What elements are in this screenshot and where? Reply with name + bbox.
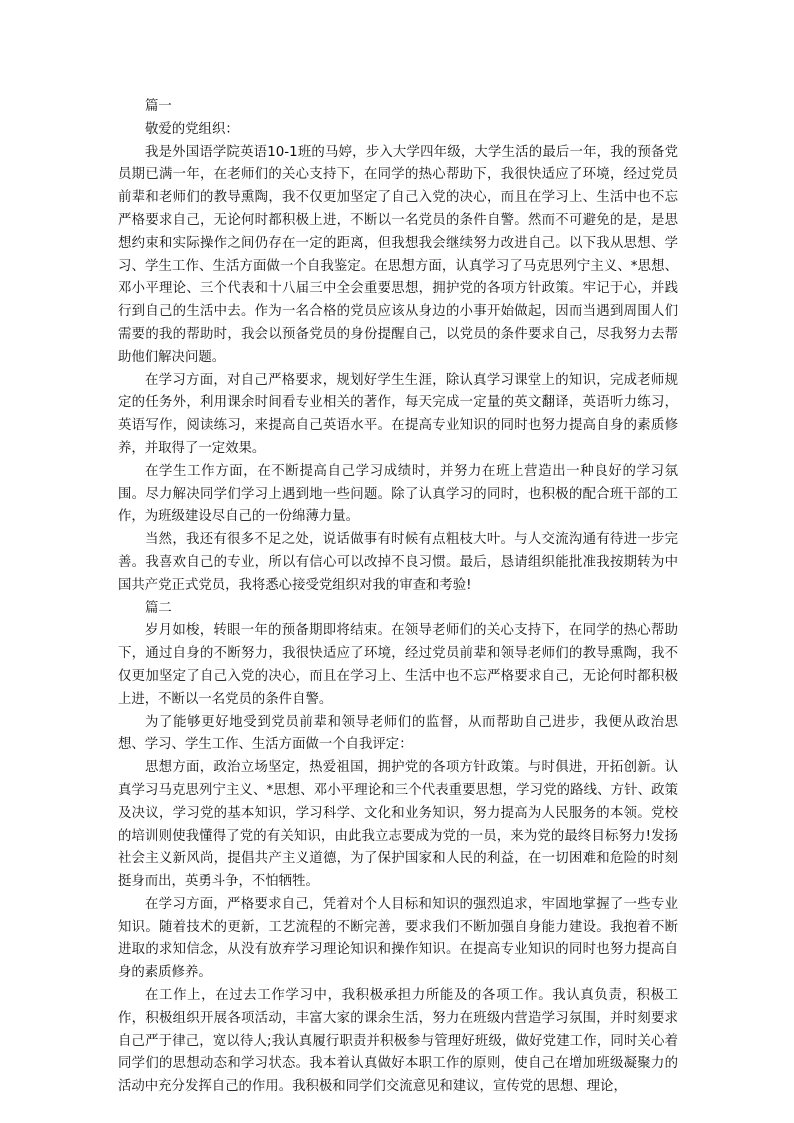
paragraph: 思想方面，政治立场坚定，热爱祖国，拥护党的各项方针政策。与时俱进，开拓创新。认真学习马克思列宁主义、*思想、邓小平理论和三个代表重要思想，学习党的路线、方针、政策及决议，学习党的基本知识，学习科学、文化和业务知识，努力提高为人民服务的本领。党校的培训则使我懂得了党的有关知识，由此我立志要成为党的一员，来为党的最终目标努力!发扬社会主义新风尚，提倡共产主义道德，为了保护国家和人民的利益，在一切困难和危险的时刻挺身而出，英勇斗争，不怕牺牲。 <box>118 760 678 890</box>
paragraph: 在工作上，在过去工作学习中，我积极承担力所能及的各项工作。我认真负责，积极工作，积极组织开展各项活动，丰富大家的课余生活，努力在班级内营造学习氛围，并时刻要求自己严于律己，宽以待人;我认真履行职责并积极参与管理好班级，做好党建工作，同时关心着同学们的思想动态和学习状态。我本着认真做好本职工作的原则，使自己在增加班级凝聚力的活动中充分发挥自己的作用。我积极和同学们交流意见和建议，宣传党的思想、理论， <box>118 988 678 1095</box>
paragraph: 为了能够更好地受到党员前辈和领导老师们的监督，从而帮助自己进步，我便从政治思想、学习、学生工作、生活方面做一个自我评定： <box>118 714 678 753</box>
salutation: 敬爱的党组织： <box>145 121 239 137</box>
document-body <box>118 96 678 1099</box>
section-heading: 篇二 <box>145 600 172 616</box>
paragraph: 在学习方面，对自己严格要求，规划好学生生涯，除认真学习课堂上的知识，完成老师规定的任务外，利用课余时间看专业相关的著作，每天完成一定量的英文翻译，英语听力练习，英语写作，阅读练习，来提高自己英语水平。在提高专业知识的同时也努力提高自身的素质修养，并取得了一定效果。 <box>118 372 678 456</box>
paragraph: 当然，我还有很多不足之处，说话做事有时候有点粗枝大叶。与人交流沟通有待进一步完善。我喜欢自己的专业，所以有信心可以改掉不良习惯。最后，恳请组织能批准我按期转为中国共产党正式党员，我将悉心接受党组织对我的审查和考验! <box>118 532 678 593</box>
section-two <box>118 598 678 1100</box>
section-one <box>118 96 678 598</box>
section-heading: 篇一 <box>145 99 172 114</box>
paragraph: 我是外国语学院英语10-1班的马婷，步入大学四年级，大学生活的最后一年，我的预备党员期已满一年，在老师们的关心支持下，在同学的热心帮助下，我很快适应了环境，经过党员前辈和老师们的教导熏陶，我不仅更加坚定了自己入党的决心，而且在学习上、生活中也不忘严格要求自己，无论何时都积极上进，不断以一名党员的条件自警。然而不可避免的是，是思想约束和实际操作之间仍存在一定的距离，但我想我会继续努力改进自己。以下我从思想、学习、学生工作、生活方面做一个自我鉴定。在思想方面，认真学习了马克思列宁主义、*思想、邓小平理论、三个代表和十八届三中全会重要思想，拥护党的各项方针政策。牢记于心，并践行到自己的生活中去。作为一名合格的党员应该从身边的小事开始做起，因而当遇到周围人们需要的我的帮助时，我会以预备党员的身份提醒自己，以党员的条件要求自己，尽我努力去帮助他们解决问题。 <box>118 144 678 365</box>
paragraph: 在学习方面，严格要求自己，凭着对个人目标和知识的强烈追求，牢固地掌握了一些专业知识。随着技术的更新，工艺流程的不断完善，要求我们不断加强自身能力建设。我抱着不断进取的求知信念，从没有放弃学习理论知识和操作知识。在提高专业知识的同时也努力提高自身的素质修养。 <box>118 896 678 981</box>
paragraph: 在学生工作方面，在不断提高自己学习成绩时，并努力在班上营造出一种良好的学习氛围。尽力解决同学们学习上遇到地一些问题。除了认真学习的同时，也积极的配合班干部的工作，为班级建设尽自己的一份绵薄力量。 <box>118 463 678 525</box>
paragraph: 岁月如梭，转眼一年的预备期即将结束。在领导老师们的关心支持下，在同学的热心帮助下，通过自身的不断努力，我很快适应了环境，经过党员前辈和领导老师们的教导熏陶，我不仅更加坚定了自己入党的决心，而且在学习上、生活中也不忘严格要求自己，无论何时都积极上进，不断以一名党员的条件自警。 <box>118 623 678 707</box>
